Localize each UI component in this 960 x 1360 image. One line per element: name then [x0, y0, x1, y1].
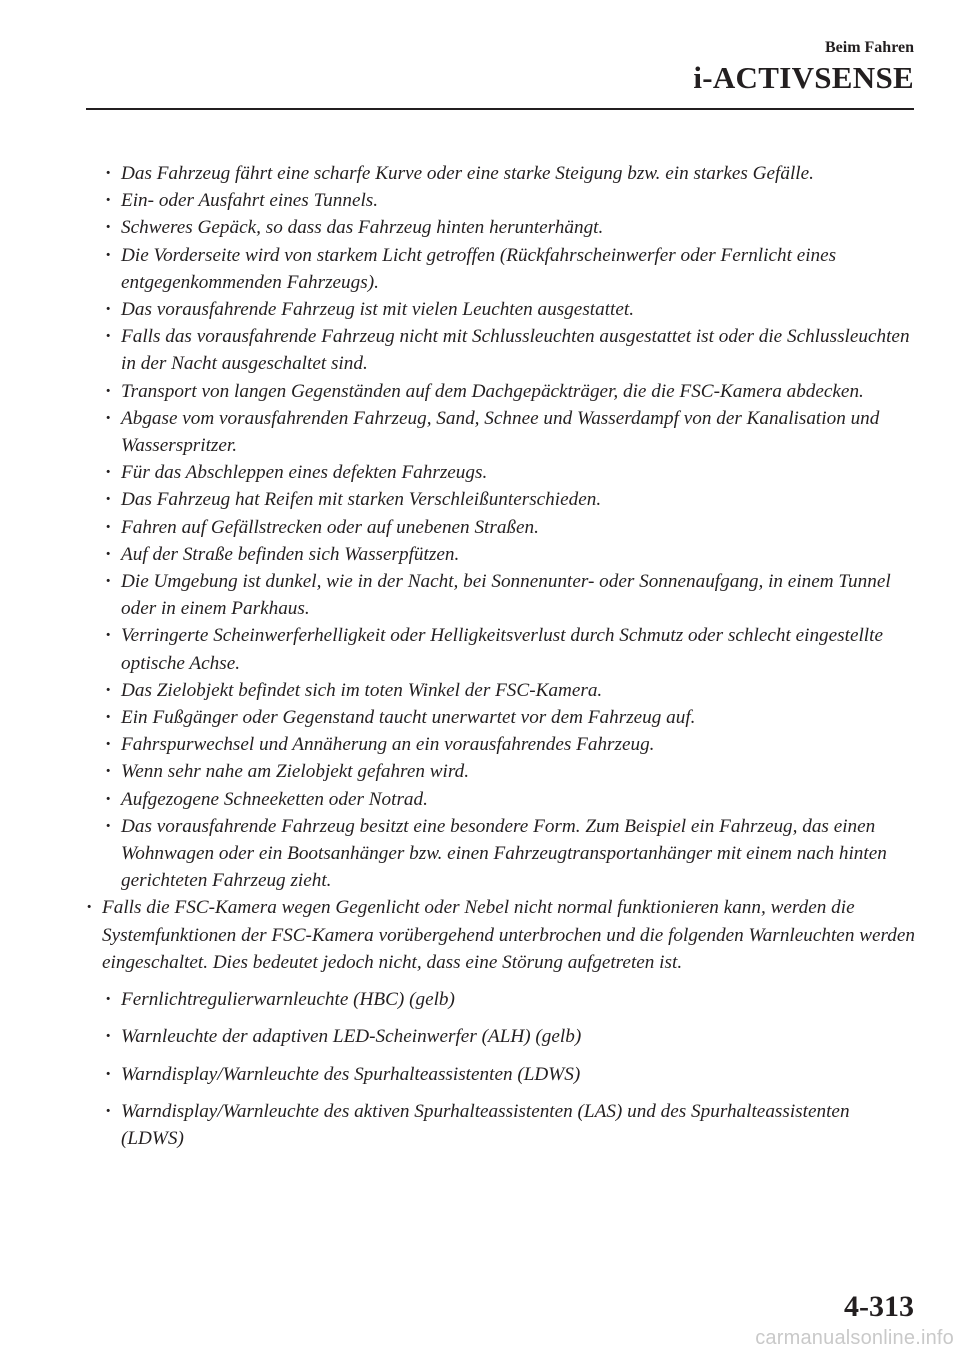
warning-item: · Fernlichtregulierwarnleuchte (HBC) (gelb): [86, 986, 916, 1013]
note-paragraph: · Falls die FSC-Kamera wegen Gegenlicht oder Nebel nicht normal funktionieren kann, werden die Systemfunktionen der FSC-Kamera vorübergehend unterbrochen und die folgenden Warnleuchten werden eingeschaltet. Dies bedeutet jedoch nicht, dass eine Störung aufgetreten ist.: [86, 894, 916, 976]
condition-item: · Das vorausfahrende Fahrzeug ist mit vielen Leuchten ausgestattet.: [86, 296, 916, 323]
page-body: [86, 160, 916, 1152]
condition-item: · Das Fahrzeug fährt eine scharfe Kurve oder eine starke Steigung bzw. ein starkes Gefälle.: [86, 160, 916, 187]
condition-item: · Falls das vorausfahrende Fahrzeug nicht mit Schlussleuchten ausgestattet ist oder die Schlussleuchten in der Nacht ausgeschaltet sind.: [86, 323, 916, 377]
condition-item: · Aufgezogene Schneeketten oder Notrad.: [86, 786, 916, 813]
condition-item: · Die Vorderseite wird von starkem Licht getroffen (Rückfahrscheinwerfer oder Fernlicht eines entgegenkommenden Fahrzeugs).: [86, 242, 916, 296]
condition-item: · Fahren auf Gefällstrecken oder auf unebenen Straßen.: [86, 514, 916, 541]
condition-item: · Fahrspurwechsel und Annäherung an ein vorausfahrendes Fahrzeug.: [86, 731, 916, 758]
page-header: [693, 38, 914, 96]
condition-item: · Das vorausfahrende Fahrzeug besitzt eine besondere Form. Zum Beispiel ein Fahrzeug, das einen Wohnwagen oder ein Bootsanhänger bzw. einen Fahrzeugtransportanhänger mit einem nach hinten gerichteten Fahrzeug zieht.: [86, 813, 916, 895]
condition-item: · Transport von langen Gegenständen auf dem Dachgepäckträger, die die FSC-Kamera abdecken.: [86, 378, 916, 405]
warning-item: · Warndisplay/Warnleuchte des Spurhalteassistenten (LDWS): [86, 1061, 916, 1088]
warning-item: · Warnleuchte der adaptiven LED-Scheinwerfer (ALH) (gelb): [86, 1023, 916, 1050]
condition-item: · Wenn sehr nahe am Zielobjekt gefahren wird.: [86, 758, 916, 785]
condition-item: · Das Zielobjekt befindet sich im toten Winkel der FSC-Kamera.: [86, 677, 916, 704]
condition-item: · Für das Abschleppen eines defekten Fahrzeugs.: [86, 459, 916, 486]
condition-item: · Das Fahrzeug hat Reifen mit starken Verschleißunterschieden.: [86, 486, 916, 513]
condition-item: · Verringerte Scheinwerferhelligkeit oder Helligkeitsverlust durch Schmutz oder schlecht eingestellte optische Achse.: [86, 622, 916, 676]
warning-item: · Warndisplay/Warnleuchte des aktiven Spurhalteassistenten (LAS) und des Spurhalteassistenten (LDWS): [86, 1098, 916, 1152]
section-title: Beim Fahren: [824, 39, 914, 56]
condition-item: · Ein Fußgänger oder Gegenstand taucht unerwartet vor dem Fahrzeug auf.: [86, 704, 916, 731]
page-number: 4-313: [844, 1290, 914, 1323]
watermark: carmanualsonline.info: [755, 1327, 954, 1349]
condition-item: · Abgase vom vorausfahrenden Fahrzeug, Sand, Schnee und Wasserdampf von der Kanalisation und Wasserspritzer.: [86, 405, 916, 459]
chapter-title: i-ACTIVSENSE: [693, 60, 914, 95]
header-rule: [86, 108, 914, 110]
condition-item: · Ein- oder Ausfahrt eines Tunnels.: [86, 187, 916, 214]
condition-item: · Auf der Straße befinden sich Wasserpfützen.: [86, 541, 916, 568]
condition-item: · Schweres Gepäck, so dass das Fahrzeug hinten herunterhängt.: [86, 214, 916, 241]
condition-item: · Die Umgebung ist dunkel, wie in der Nacht, bei Sonnenunter- oder Sonnenaufgang, in einem Tunnel oder in einem Parkhaus.: [86, 568, 916, 622]
